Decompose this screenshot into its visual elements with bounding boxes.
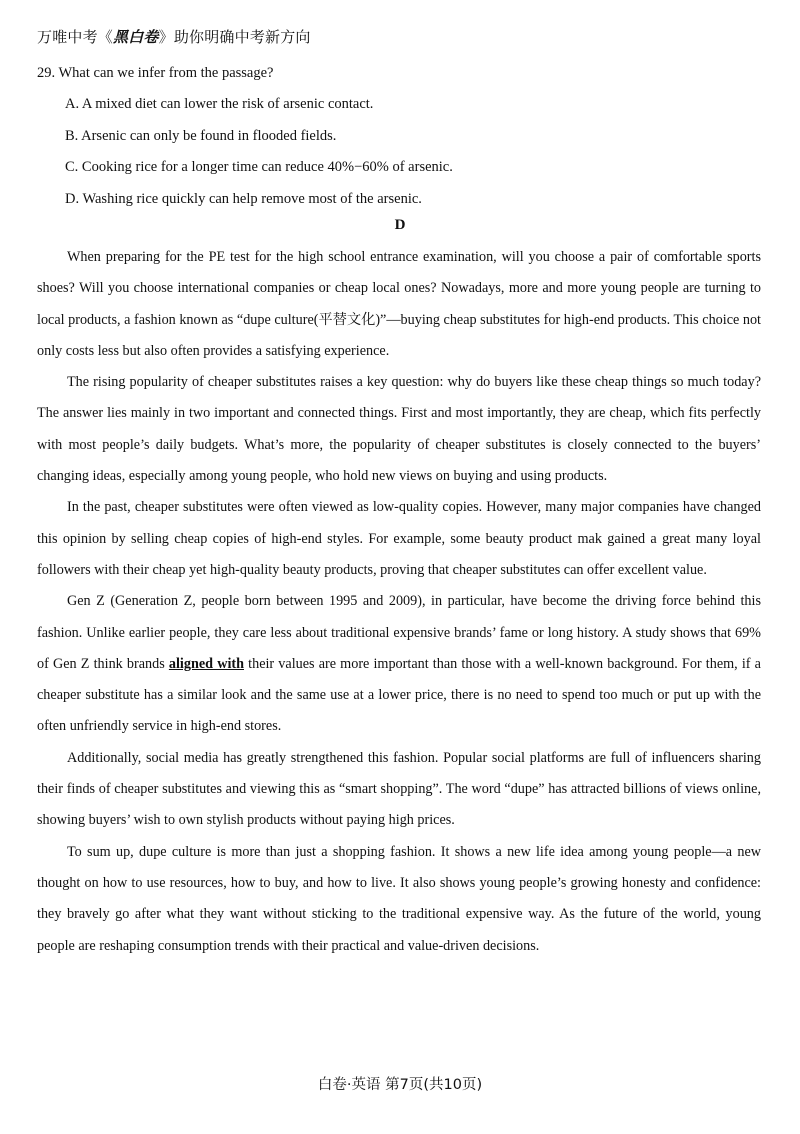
question-29 [37, 58, 767, 215]
paragraph-2: The rising popularity of cheaper substitutes raises a key question: why do buyers like these cheap things so much today? The answer lies mainly in two important and connected things. First and most importantly, they are cheap, which fits perfectly with most people’s daily budgets. What’s more, the popularity of cheaper substitutes is closely connected to the buyers’ changing ideas, especially among young people, who hold new views on buying and using products. [37, 374, 761, 485]
underlined-phrase: aligned with [168, 655, 244, 672]
option-a: A. A mixed diet can lower the risk of arsenic contact. [65, 96, 374, 112]
option-d: D. Washing rice quickly can help remove most of the arsenic. [65, 190, 422, 207]
passage [37, 242, 761, 962]
header-prefix: 万唯中考《 [37, 28, 114, 46]
paragraph-4-after: their values are more important than those with a well-known background. For them, if a cheaper substitute has a similar look and the same use at a lower price, there is no need to spend too much or put up with the often unfriendly service in high-end stores. [37, 655, 761, 735]
option-b: B. Arsenic can only be found in flooded fields. [65, 127, 337, 144]
header-suffix: 》助你明确中考新方向 [158, 28, 311, 46]
paragraph-1: When preparing for the PE test for the high school entrance examination, will you choose a pair of comfortable sports shoes? Will you choose international companies or cheap local ones? Nowadays, more and more young people are turning to local products, a fashion known as “dupe culture(平替文化)”—buying cheap substitutes for high-end products. This choice not only costs less but also often provides a satisfying experience. [37, 249, 761, 359]
section-title: D [394, 217, 406, 233]
question-stem: 29. What can we infer from the passage? [37, 65, 274, 81]
paragraph-3: In the past, cheaper substitutes were often viewed as low-quality copies. However, many major companies have changed this opinion by selling cheap copies of high-end styles. For example, some beauty product mak gained a great many loyal followers with their cheap yet high-quality beauty products, proving that cheaper substitutes can offer excellent value. [37, 499, 761, 578]
header-brand: 黑白卷 [113, 28, 159, 46]
paragraph-6: To sum up, dupe culture is more than just a shopping fashion. It shows a new life idea among young people—a new thought on how to use resources, how to buy, and how to live. It also shows young people’s growing honesty and confidence: they bravely go after what they want without sticking to the traditional expensive way. As the future of the world, young people are reshaping consumption trends with their practical and value-driven decisions. [37, 843, 761, 954]
paragraph-4-before: Gen Z (Generation Z, people born between 1995 and 2009), in particular, have become the driving force behind this fashion. Unlike earlier people, they care less about traditional expensive brands’ fame or long history. A study shows that 69% of Gen Z think brands [37, 593, 761, 672]
page-footer: 白卷·英语 第7页(共10页) [317, 1077, 483, 1093]
paragraph-5: Additionally, social media has greatly strengthened this fashion. Popular social platforms are full of influencers sharing their finds of cheaper substitutes and viewing this as “smart shopping”. The word “dupe” has attracted billions of views online, showing buyers’ wish to own stylish products without paying high prices. [37, 749, 761, 829]
paragraph-4 [37, 586, 761, 742]
page-header [37, 26, 311, 47]
option-c: C. Cooking rice for a longer time can reduce 40%−60% of arsenic. [65, 159, 453, 175]
